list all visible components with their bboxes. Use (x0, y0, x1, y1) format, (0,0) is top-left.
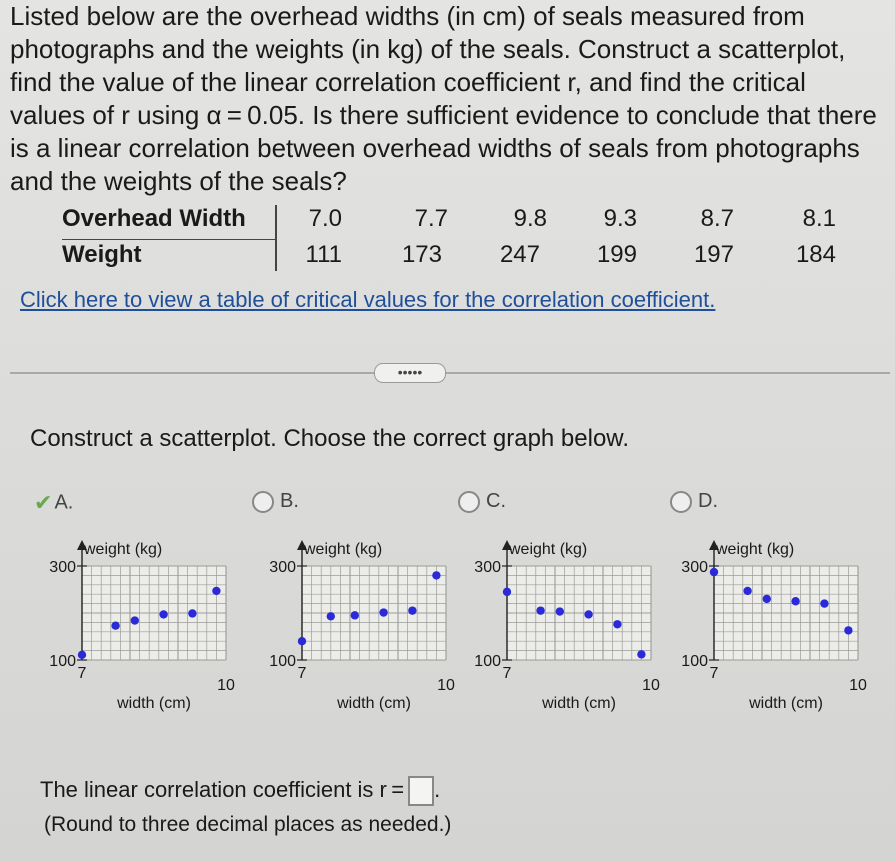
question-text (10, 0, 880, 198)
row-label-width: Overhead Width (62, 205, 246, 232)
question-line: and the weights of the seals? (10, 166, 347, 196)
round-note: (Round to three decimal places as needed.) (44, 813, 452, 836)
section-divider (10, 372, 890, 374)
data-point (763, 595, 771, 603)
row-label-weight: Weight (62, 241, 142, 268)
y-tick-label: 300 (269, 559, 296, 576)
y-tick-label: 300 (49, 559, 76, 576)
option-letter: D. (698, 490, 718, 513)
data-point (536, 606, 544, 614)
data-point (188, 609, 196, 617)
data-point (131, 616, 139, 624)
width-value: 7.0 (308, 205, 342, 232)
x-axis-label: width (cm) (749, 695, 823, 712)
radio-button[interactable] (252, 491, 274, 513)
width-value: 9.8 (513, 205, 547, 232)
data-point (351, 611, 359, 619)
y-axis-label: weight (kg) (304, 541, 383, 558)
data-point (820, 599, 828, 607)
r-answer-input[interactable] (408, 776, 434, 806)
radio-button[interactable] (458, 491, 480, 513)
x-axis-label: width (cm) (337, 695, 411, 712)
y-tick-label: 100 (269, 653, 296, 670)
scatterplot-c[interactable] (455, 528, 665, 728)
x-tick-label: 7 (502, 665, 512, 682)
answer-line: The linear correlation coefficient is r = . (40, 776, 440, 806)
data-point (379, 608, 387, 616)
weight-value: 173 (401, 241, 442, 268)
data-point (78, 651, 86, 659)
data-point (710, 568, 718, 576)
more-button[interactable]: ••••• (374, 363, 446, 383)
question-line: values of r using α = 0.05. Is there sufficient evidence to conclude that there (10, 100, 877, 130)
option-letter: C. (486, 490, 506, 513)
data-point (212, 587, 220, 595)
data-point (111, 621, 119, 629)
radio-button[interactable] (670, 491, 692, 513)
scatterplot-prompt: Construct a scatterplot. Choose the correct graph below. (30, 425, 629, 452)
option-letter: A. (54, 491, 74, 514)
table-divider (62, 239, 275, 240)
question-line: photographs and the weights (in kg) of the seals. Construct a scatterplot, (10, 34, 846, 64)
weight-value: 184 (795, 241, 836, 268)
data-point (327, 612, 335, 620)
option-c[interactable] (458, 490, 506, 513)
width-value: 8.1 (802, 205, 836, 232)
y-axis-label: weight (kg) (716, 541, 795, 558)
x-axis-label: width (cm) (542, 695, 616, 712)
x-tick-label: 10 (217, 677, 235, 694)
data-point (743, 587, 751, 595)
data-point (584, 610, 592, 618)
x-tick-label: 7 (709, 665, 719, 682)
option-b[interactable] (252, 490, 299, 513)
weight-value: 199 (596, 241, 637, 268)
data-point (844, 626, 852, 634)
width-value: 8.7 (700, 205, 734, 232)
option-d[interactable] (670, 490, 718, 513)
scatterplot-d[interactable] (662, 528, 872, 728)
critical-values-link[interactable]: Click here to view a table of critical values for the correlation coefficient. (20, 287, 716, 312)
data-point (637, 650, 645, 658)
width-value: 7.7 (414, 205, 448, 232)
x-tick-label: 7 (77, 665, 87, 682)
option-letter: B. (280, 490, 299, 513)
y-tick-label: 100 (474, 653, 501, 670)
y-axis-label: weight (kg) (509, 541, 588, 558)
y-tick-label: 300 (474, 559, 501, 576)
x-tick-label: 10 (849, 677, 867, 694)
question-line: Listed below are the overhead widths (in cm) of seals measured from (10, 1, 805, 31)
check-icon: ✔ (34, 490, 53, 515)
data-point (408, 606, 416, 614)
y-axis-label: weight (kg) (84, 541, 163, 558)
data-point (791, 597, 799, 605)
table-row-width (62, 205, 872, 237)
answer-label: The linear correlation coefficient is r = (40, 776, 405, 802)
data-point (613, 620, 621, 628)
y-tick-label: 100 (681, 653, 708, 670)
x-axis-label: width (cm) (117, 695, 191, 712)
data-point (556, 607, 564, 615)
scatterplot-b[interactable] (250, 528, 460, 728)
x-tick-label: 10 (437, 677, 455, 694)
question-line: is a linear correlation between overhead widths of seals from photographs (10, 133, 860, 163)
y-tick-label: 300 (681, 559, 708, 576)
x-tick-label: 10 (642, 677, 660, 694)
data-point (432, 571, 440, 579)
scatterplot-a[interactable] (30, 528, 240, 728)
data-point (298, 637, 306, 645)
option-a[interactable] (34, 490, 73, 516)
y-tick-label: 100 (49, 653, 76, 670)
data-point (503, 588, 511, 596)
weight-value: 197 (693, 241, 734, 268)
weight-value: 111 (305, 241, 342, 268)
data-point (159, 610, 167, 618)
x-tick-label: 7 (297, 665, 307, 682)
table-row-weight (62, 241, 872, 273)
question-line: find the value of the linear correlation coefficient r, and find the critical (10, 67, 806, 97)
width-value: 9.3 (603, 205, 637, 232)
weight-value: 247 (499, 241, 540, 268)
